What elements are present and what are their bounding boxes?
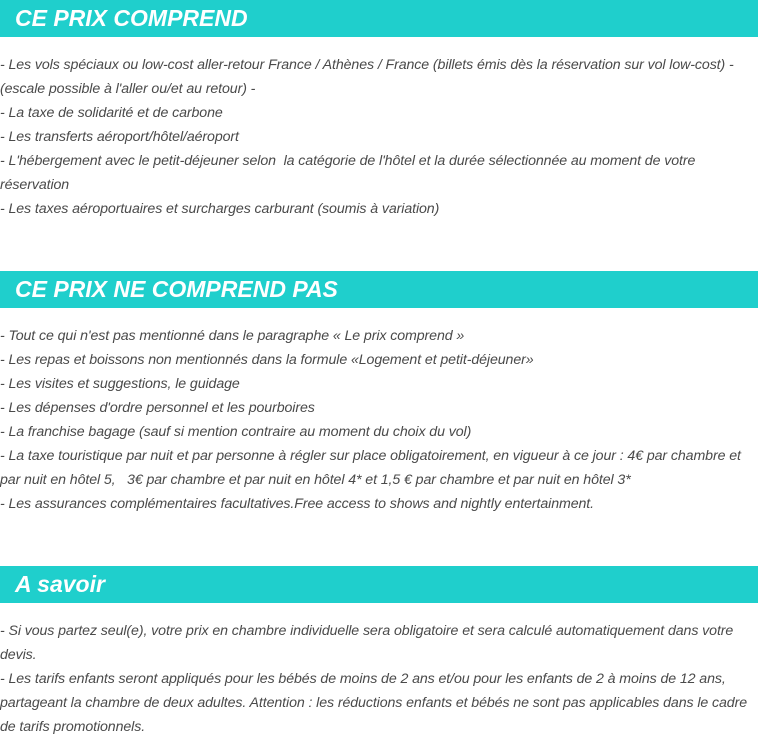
list-item: - Les repas et boissons non mentionnés dans la formule «Logement et petit-déjeuner» <box>0 352 534 368</box>
list-item: - La franchise bagage (sauf si mention contraire au moment du choix du vol) <box>0 424 472 440</box>
section-title-not-included: CE PRIX NE COMPREND PAS <box>0 271 758 308</box>
list-item: - Les visites et suggestions, le guidage <box>0 376 240 392</box>
not-included-list <box>0 324 758 516</box>
list-item: - Les tarifs enfants seront appliqués pour les bébés de moins de 2 ans et/ou pour les enfants de 2 à moins de 12 ans, partageant la chambre de deux adultes. Attention : les réductions enfants et bébés ne sont pas applicables dans le cadre de tarifs promotionnels. <box>0 671 751 735</box>
list-item: - Les assurances complémentaires facultatives.Free access to shows and nightly entertainment. <box>0 496 594 512</box>
list-item: - La taxe de solidarité et de carbone <box>0 105 223 121</box>
list-item: - L'hébergement avec le petit-déjeuner selon la catégorie de l'hôtel et la durée sélectionnée au moment de votre réservation <box>0 153 700 193</box>
list-item: - Tout ce qui n'est pas mentionné dans le paragraphe « Le prix comprend » <box>0 328 465 344</box>
section-title-a-savoir: A savoir <box>0 566 758 603</box>
included-list <box>0 53 758 221</box>
list-item: - Les vols spéciaux ou low-cost aller-retour France / Athènes / France (billets émis dès la réservation sur vol low-cost) - (escale possible à l'aller ou/et au retour) - <box>0 57 738 97</box>
section-title-included: CE PRIX COMPREND <box>0 0 758 37</box>
list-item: - Les dépenses d'ordre personnel et les pourboires <box>0 400 315 416</box>
list-item: - Les taxes aéroportuaires et surcharges carburant (soumis à variation) <box>0 201 440 217</box>
a-savoir-list <box>0 619 758 739</box>
list-item: - Les transferts aéroport/hôtel/aéroport <box>0 129 239 145</box>
list-item: - Si vous partez seul(e), votre prix en chambre individuelle sera obligatoire et sera calculé automatiquement dans votre devis. <box>0 623 738 663</box>
list-item: - La taxe touristique par nuit et par personne à régler sur place obligatoirement, en vigueur à ce jour : 4€ par chambre et par nuit en hôtel 5, 3€ par chambre et par nuit en hôtel 4* et 1,5 € par chambre et par nuit en hôtel 3* <box>0 448 745 488</box>
